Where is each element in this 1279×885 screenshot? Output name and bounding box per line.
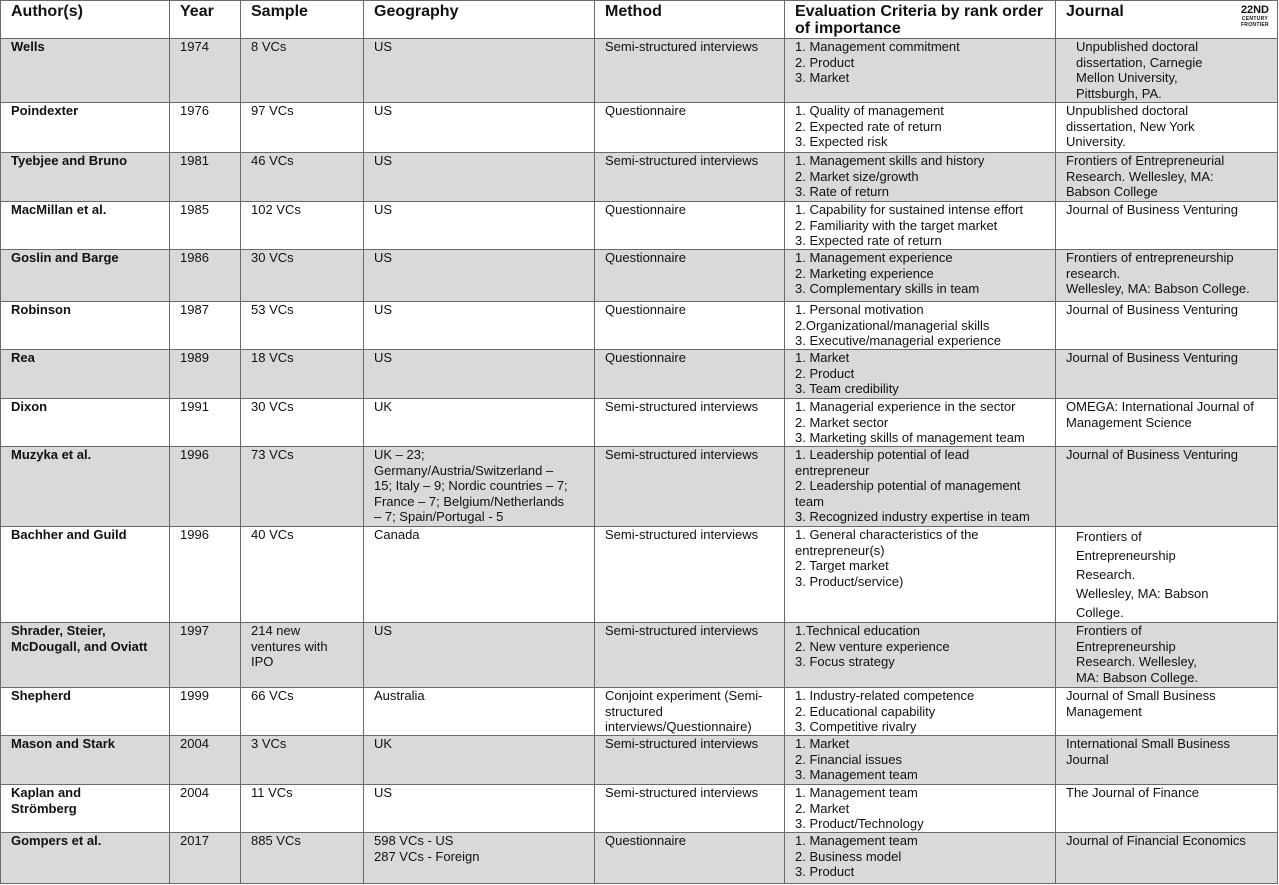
cell-method: Semi-structured interviews <box>595 399 785 447</box>
cell-sample: 885 VCs <box>241 833 364 884</box>
cell-method: Questionnaire <box>595 250 785 302</box>
cell-author: Rea <box>1 350 170 399</box>
table-row <box>1 736 1278 785</box>
cell-year: 2004 <box>170 736 241 785</box>
table-row <box>1 527 1278 623</box>
cell-year: 1981 <box>170 153 241 202</box>
cell-method: Semi-structured interviews <box>595 447 785 527</box>
header-author: Author(s) <box>1 1 170 39</box>
table-body <box>1 39 1278 884</box>
cell-criteria: 1.Technical education 2. New venture experience 3. Focus strategy <box>785 623 1056 688</box>
cell-author: Mason and Stark <box>1 736 170 785</box>
table-row <box>1 688 1278 736</box>
cell-geography: UK <box>364 399 595 447</box>
cell-journal: Journal of Business Venturing <box>1056 447 1278 527</box>
table-row <box>1 250 1278 302</box>
header-sample: Sample <box>241 1 364 39</box>
cell-author: Wells <box>1 39 170 103</box>
cell-method: Questionnaire <box>595 350 785 399</box>
cell-method: Semi-structured interviews <box>595 527 785 623</box>
table-row <box>1 399 1278 447</box>
cell-geography: US <box>364 153 595 202</box>
cell-criteria: 1. Management team 2. Market 3. Product/Technology <box>785 785 1056 833</box>
cell-author: Poindexter <box>1 103 170 153</box>
cell-geography: US <box>364 785 595 833</box>
cell-sample: 11 VCs <box>241 785 364 833</box>
table-row <box>1 785 1278 833</box>
cell-author: Muzyka et al. <box>1 447 170 527</box>
cell-sample: 30 VCs <box>241 399 364 447</box>
table-row <box>1 350 1278 399</box>
cell-geography: US <box>364 623 595 688</box>
header-year: Year <box>170 1 241 39</box>
cell-criteria: 1. Management commitment 2. Product 3. Market <box>785 39 1056 103</box>
header-method: Method <box>595 1 785 39</box>
cell-journal: The Journal of Finance <box>1056 785 1278 833</box>
cell-year: 1986 <box>170 250 241 302</box>
cell-author: Shepherd <box>1 688 170 736</box>
cell-criteria: 1. Personal motivation 2.Organizational/managerial skills 3. Executive/managerial experience <box>785 302 1056 350</box>
cell-journal: Journal of Business Venturing <box>1056 202 1278 250</box>
cell-criteria: 1. Market 2. Financial issues 3. Management team <box>785 736 1056 785</box>
cell-year: 1991 <box>170 399 241 447</box>
cell-geography: UK <box>364 736 595 785</box>
cell-geography: UK – 23; Germany/Austria/Switzerland – 15; Italy – 9; Nordic countries – 7; France – 7; Belgium/Netherlands – 7; Spain/Portugal - 5 <box>364 447 595 527</box>
cell-criteria: 1. Managerial experience in the sector 2. Market sector 3. Marketing skills of management team <box>785 399 1056 447</box>
cell-method: Semi-structured interviews <box>595 39 785 103</box>
cell-sample: 53 VCs <box>241 302 364 350</box>
cell-author: Shrader, Steier, McDougall, and Oviatt <box>1 623 170 688</box>
cell-geography: US <box>364 350 595 399</box>
cell-year: 1974 <box>170 39 241 103</box>
cell-journal: Journal of Business Venturing <box>1056 350 1278 399</box>
cell-sample: 214 new ventures with IPO <box>241 623 364 688</box>
cell-geography: Australia <box>364 688 595 736</box>
cell-author: MacMillan et al. <box>1 202 170 250</box>
cell-author: Gompers et al. <box>1 833 170 884</box>
cell-sample: 8 VCs <box>241 39 364 103</box>
cell-journal: Frontiers of Entrepreneurial Research. Wellesley, MA: Babson College <box>1056 153 1278 202</box>
cell-year: 1989 <box>170 350 241 399</box>
cell-method: Questionnaire <box>595 202 785 250</box>
cell-geography: US <box>364 302 595 350</box>
cell-sample: 102 VCs <box>241 202 364 250</box>
brand-logo: 22ND CENTURY FRONTIER <box>1240 4 1269 28</box>
cell-sample: 30 VCs <box>241 250 364 302</box>
header-row <box>1 1 1278 39</box>
cell-criteria: 1. Market 2. Product 3. Team credibility <box>785 350 1056 399</box>
cell-author: Tyebjee and Bruno <box>1 153 170 202</box>
cell-author: Kaplan and Strömberg <box>1 785 170 833</box>
table-row <box>1 153 1278 202</box>
cell-year: 1996 <box>170 527 241 623</box>
cell-criteria: 1. Leadership potential of lead entrepreneur 2. Leadership potential of management team 3. Recognized industry expertise in team <box>785 447 1056 527</box>
cell-method: Semi-structured interviews <box>595 623 785 688</box>
cell-author: Robinson <box>1 302 170 350</box>
cell-journal: Unpublished doctoral dissertation, New York University. <box>1056 103 1278 153</box>
cell-year: 2017 <box>170 833 241 884</box>
cell-journal: Frontiers of Entrepreneurship Research. Wellesley, MA: Babson College. <box>1056 527 1278 623</box>
header-journal-label: Journal <box>1066 3 1124 20</box>
table-row <box>1 39 1278 103</box>
cell-year: 2004 <box>170 785 241 833</box>
table-row <box>1 623 1278 688</box>
cell-method: Conjoint experiment (Semi- structured interviews/Questionnaire) <box>595 688 785 736</box>
cell-method: Semi-structured interviews <box>595 736 785 785</box>
cell-method: Questionnaire <box>595 833 785 884</box>
cell-criteria: 1. Management experience 2. Marketing experience 3. Complementary skills in team <box>785 250 1056 302</box>
table-row <box>1 302 1278 350</box>
cell-sample: 40 VCs <box>241 527 364 623</box>
cell-geography: US <box>364 103 595 153</box>
cell-author: Dixon <box>1 399 170 447</box>
header-criteria: Evaluation Criteria by rank order of importance <box>785 1 1056 39</box>
cell-year: 1999 <box>170 688 241 736</box>
cell-sample: 73 VCs <box>241 447 364 527</box>
cell-year: 1987 <box>170 302 241 350</box>
header-journal <box>1056 1 1278 39</box>
cell-sample: 46 VCs <box>241 153 364 202</box>
cell-criteria: 1. General characteristics of the entrepreneur(s) 2. Target market 3. Product/service) <box>785 527 1056 623</box>
cell-journal: Journal of Business Venturing <box>1056 302 1278 350</box>
cell-journal: Frontiers of Entrepreneurship Research. Wellesley, MA: Babson College. <box>1056 623 1278 688</box>
cell-year: 1976 <box>170 103 241 153</box>
cell-journal: Journal of Financial Economics <box>1056 833 1278 884</box>
cell-geography: 598 VCs - US 287 VCs - Foreign <box>364 833 595 884</box>
cell-author: Bachher and Guild <box>1 527 170 623</box>
cell-method: Questionnaire <box>595 103 785 153</box>
cell-year: 1996 <box>170 447 241 527</box>
cell-geography: US <box>364 39 595 103</box>
cell-journal: Frontiers of entrepreneurship research. Wellesley, MA: Babson College. <box>1056 250 1278 302</box>
cell-method: Semi-structured interviews <box>595 153 785 202</box>
cell-geography: Canada <box>364 527 595 623</box>
cell-author: Goslin and Barge <box>1 250 170 302</box>
header-geography: Geography <box>364 1 595 39</box>
cell-criteria: 1. Industry-related competence 2. Educational capability 3. Competitive rivalry <box>785 688 1056 736</box>
cell-geography: US <box>364 250 595 302</box>
table-row <box>1 833 1278 884</box>
cell-journal: OMEGA: International Journal of Management Science <box>1056 399 1278 447</box>
cell-journal: Unpublished doctoral dissertation, Carnegie Mellon University, Pittsburgh, PA. <box>1056 39 1278 103</box>
cell-sample: 18 VCs <box>241 350 364 399</box>
cell-sample: 97 VCs <box>241 103 364 153</box>
cell-geography: US <box>364 202 595 250</box>
cell-criteria: 1. Management skills and history 2. Market size/growth 3. Rate of return <box>785 153 1056 202</box>
table-row <box>1 103 1278 153</box>
table-row <box>1 202 1278 250</box>
cell-journal: International Small Business Journal <box>1056 736 1278 785</box>
cell-year: 1985 <box>170 202 241 250</box>
cell-criteria: 1. Management team 2. Business model 3. Product <box>785 833 1056 884</box>
cell-year: 1997 <box>170 623 241 688</box>
table-row <box>1 447 1278 527</box>
cell-criteria: 1. Quality of management 2. Expected rate of return 3. Expected risk <box>785 103 1056 153</box>
cell-sample: 66 VCs <box>241 688 364 736</box>
cell-method: Questionnaire <box>595 302 785 350</box>
cell-sample: 3 VCs <box>241 736 364 785</box>
cell-journal: Journal of Small Business Management <box>1056 688 1278 736</box>
cell-criteria: 1. Capability for sustained intense effort 2. Familiarity with the target market 3. Expected rate of return <box>785 202 1056 250</box>
cell-method: Semi-structured interviews <box>595 785 785 833</box>
